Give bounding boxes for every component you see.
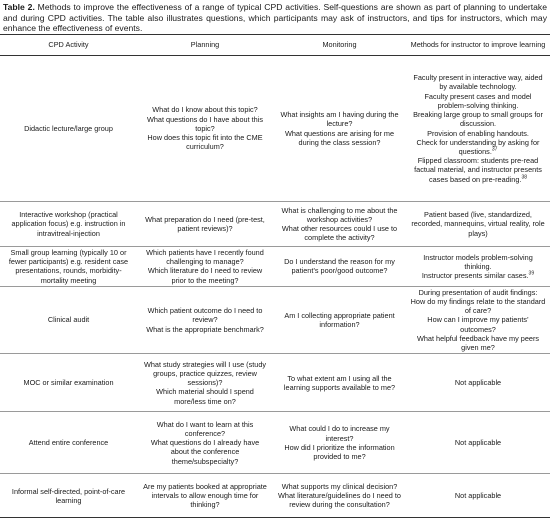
cell-planning bbox=[137, 474, 273, 518]
methods-item bbox=[410, 210, 546, 238]
cell-activity bbox=[0, 247, 137, 287]
planning-item bbox=[141, 482, 269, 510]
monitoring-item bbox=[277, 224, 402, 242]
planning-item-text: What do I want to learn at this conference? bbox=[156, 419, 254, 438]
activity-text: Attend entire conference bbox=[28, 438, 109, 448]
planning-item bbox=[141, 438, 269, 466]
methods-item-text: Breaking large group to small groups for discussion. bbox=[413, 110, 543, 129]
table-caption bbox=[0, 0, 550, 34]
cell-methods bbox=[406, 354, 550, 412]
methods-item bbox=[410, 334, 546, 352]
cell-methods bbox=[406, 247, 550, 287]
monitoring-item-text: How did I prioritize the information provided to me? bbox=[284, 442, 395, 461]
header-monitoring: Monitoring bbox=[273, 35, 406, 56]
monitoring-item bbox=[277, 311, 402, 329]
methods-item bbox=[410, 378, 546, 387]
table-row bbox=[0, 412, 550, 474]
reference-number: 37 bbox=[491, 146, 498, 153]
header-planning: Planning bbox=[137, 35, 273, 56]
planning-item bbox=[141, 266, 269, 284]
planning-item bbox=[141, 387, 269, 405]
planning-item-text: Are my patients booked at appropriate intervals to allow enough time for thinking? bbox=[143, 481, 267, 510]
methods-item-text: Instructor presents similar cases. bbox=[421, 271, 529, 280]
cell-monitoring bbox=[273, 56, 406, 202]
cell-monitoring bbox=[273, 412, 406, 474]
methods-item bbox=[410, 491, 546, 500]
reference-number: 38 bbox=[521, 174, 528, 181]
cell-methods bbox=[406, 412, 550, 474]
monitoring-item bbox=[277, 491, 402, 509]
cell-monitoring bbox=[273, 247, 406, 287]
monitoring-item-text: What is challenging to me about the workshop activities? bbox=[281, 205, 398, 224]
methods-item-text: Instructor models problem-solving thinking. bbox=[423, 252, 533, 271]
methods-item-text: Patient based (live, standardized, recorded, mannequins, virtual reality, role plays) bbox=[411, 210, 545, 238]
methods-item-text: Not applicable bbox=[454, 491, 502, 501]
caption-text: Methods to improve the effectiveness of a range of typical CPD activities. Self-questions are shown as part of planning to undertake and during CPD activities. The table also illustrates questions, which participants may ask of instructors, and tips for instructors, which may enhance the effectiveness of events. bbox=[3, 2, 547, 34]
methods-item-text: How can I improve my patients’ outcomes? bbox=[427, 315, 529, 334]
methods-item-text: What helpful feedback have my peers given me? bbox=[416, 333, 540, 353]
planning-item bbox=[141, 306, 269, 324]
cell-methods bbox=[406, 56, 550, 202]
activity-text: Interactive workshop (practical application focus) e.g. instruction in intravitreal-injection bbox=[11, 210, 126, 238]
methods-item bbox=[410, 297, 546, 315]
methods-item-text: Not applicable bbox=[454, 378, 502, 388]
monitoring-item bbox=[277, 206, 402, 224]
cell-methods bbox=[406, 286, 550, 353]
planning-item-text: What is the appropriate benchmark? bbox=[146, 324, 264, 334]
planning-item-text: What questions do I already have about the conference theme/subspecialty? bbox=[150, 438, 260, 466]
cell-planning bbox=[137, 286, 273, 353]
table-row bbox=[0, 247, 550, 287]
monitoring-item bbox=[277, 374, 402, 392]
methods-item bbox=[410, 110, 546, 128]
activity-text: MOC or similar examination bbox=[23, 378, 114, 388]
cell-methods bbox=[406, 202, 550, 247]
planning-item bbox=[141, 105, 269, 114]
planning-item bbox=[141, 133, 269, 151]
methods-item-text: Faculty present in interactive way, aided by available technology. bbox=[413, 73, 543, 92]
planning-item-text: Which literature do I need to review prior to the meeting? bbox=[147, 266, 263, 285]
methods-item-text: Faculty present cases and model problem-solving thinking. bbox=[424, 91, 532, 110]
planning-item bbox=[141, 115, 269, 133]
monitoring-item-text: What questions are arising for me during the class session? bbox=[284, 128, 395, 147]
table-row bbox=[0, 202, 550, 247]
cell-planning bbox=[137, 202, 273, 247]
monitoring-item bbox=[277, 257, 402, 275]
cell-activity bbox=[0, 474, 137, 518]
planning-item-text: What do I know about this topic? bbox=[152, 105, 258, 115]
methods-item bbox=[410, 92, 546, 110]
activity-text: Informal self-directed, point-of-care learning bbox=[11, 486, 126, 505]
methods-item bbox=[410, 271, 546, 280]
methods-item bbox=[410, 156, 546, 184]
monitoring-item-text: What supports my clinical decision? bbox=[281, 481, 398, 491]
monitoring-item-text: What other resources could I use to complete the activity? bbox=[281, 224, 398, 243]
table-row bbox=[0, 354, 550, 412]
cell-activity bbox=[0, 412, 137, 474]
planning-item-text: Which material should I spend more/less time on? bbox=[156, 387, 254, 406]
methods-item-text: Check for understanding by asking for questions. bbox=[416, 137, 540, 156]
methods-item-text: Flipped classroom: students pre-read factual material, and instructor presents cases based on pre-reading. bbox=[414, 156, 542, 184]
planning-item-text: What preparation do I need (pre-test, patient reviews)? bbox=[145, 214, 265, 233]
planning-item-text: What study strategies will I use (study groups, practice quizzes, review sessions)? bbox=[143, 359, 267, 388]
cell-monitoring bbox=[273, 286, 406, 353]
table-row bbox=[0, 286, 550, 353]
methods-item bbox=[410, 138, 546, 156]
monitoring-item-text: What literature/guidelines do I need to review during the consultation? bbox=[278, 491, 401, 510]
cell-monitoring bbox=[273, 354, 406, 412]
table-header-row bbox=[0, 35, 550, 56]
monitoring-item-text: Am I collecting appropriate patient information? bbox=[284, 310, 395, 330]
methods-item bbox=[410, 438, 546, 447]
cell-activity bbox=[0, 56, 137, 202]
planning-item-text: How does this topic fit into the CME curriculum? bbox=[147, 133, 263, 152]
cell-planning bbox=[137, 56, 273, 202]
methods-item bbox=[410, 253, 546, 271]
planning-item-text: What questions do I have about this topic? bbox=[146, 114, 263, 133]
cell-activity bbox=[0, 286, 137, 353]
activity-text: Didactic lecture/large group bbox=[24, 123, 113, 133]
planning-item bbox=[141, 420, 269, 438]
cell-methods bbox=[406, 474, 550, 518]
monitoring-item bbox=[277, 424, 402, 442]
monitoring-item bbox=[277, 443, 402, 461]
planning-item bbox=[141, 215, 269, 233]
methods-item bbox=[410, 315, 546, 333]
methods-item-text: During presentation of audit findings: bbox=[418, 287, 538, 297]
activity-text: Small group learning (typically 10 or fewer participants) e.g. resident case presentations, rounds, morbidity-mortality meeting bbox=[8, 248, 129, 285]
monitoring-item bbox=[277, 129, 402, 147]
cell-activity bbox=[0, 202, 137, 247]
table-label: Table 2. bbox=[3, 2, 35, 12]
planning-item bbox=[141, 325, 269, 334]
planning-item bbox=[141, 360, 269, 388]
methods-item-text: Provision of enabling handouts. bbox=[427, 128, 529, 138]
cell-activity bbox=[0, 354, 137, 412]
methods-item-text: Not applicable bbox=[454, 438, 502, 448]
methods-item bbox=[410, 288, 546, 297]
planning-item-text: Which patients have I recently found challenging to manage? bbox=[146, 248, 264, 267]
cell-planning bbox=[137, 247, 273, 287]
methods-item-text: How do my findings relate to the standard of care? bbox=[410, 297, 546, 316]
monitoring-item-text: To what extent am I using all the learning supports available to me? bbox=[283, 373, 396, 392]
monitoring-item-text: What could I do to increase my interest? bbox=[289, 424, 390, 443]
cell-monitoring bbox=[273, 202, 406, 247]
monitoring-item bbox=[277, 482, 402, 491]
table-row bbox=[0, 56, 550, 202]
monitoring-item-text: Do I understand the reason for my patient’s poor/good outcome? bbox=[284, 257, 395, 276]
methods-item bbox=[410, 73, 546, 91]
activity-text: Clinical audit bbox=[47, 315, 90, 325]
cell-planning bbox=[137, 354, 273, 412]
planning-item bbox=[141, 248, 269, 266]
monitoring-item bbox=[277, 110, 402, 128]
planning-item-text: Which patient outcome do I need to review? bbox=[147, 306, 263, 325]
methods-item bbox=[410, 129, 546, 138]
cell-planning bbox=[137, 412, 273, 474]
cell-monitoring bbox=[273, 474, 406, 518]
header-activity: CPD Activity bbox=[0, 35, 137, 56]
cpd-methods-table bbox=[0, 34, 550, 518]
monitoring-item-text: What insights am I having during the lecture? bbox=[280, 110, 399, 129]
reference-number: 39 bbox=[528, 270, 535, 277]
header-methods: Methods for instructor to improve learning bbox=[406, 35, 550, 56]
table-row bbox=[0, 474, 550, 518]
